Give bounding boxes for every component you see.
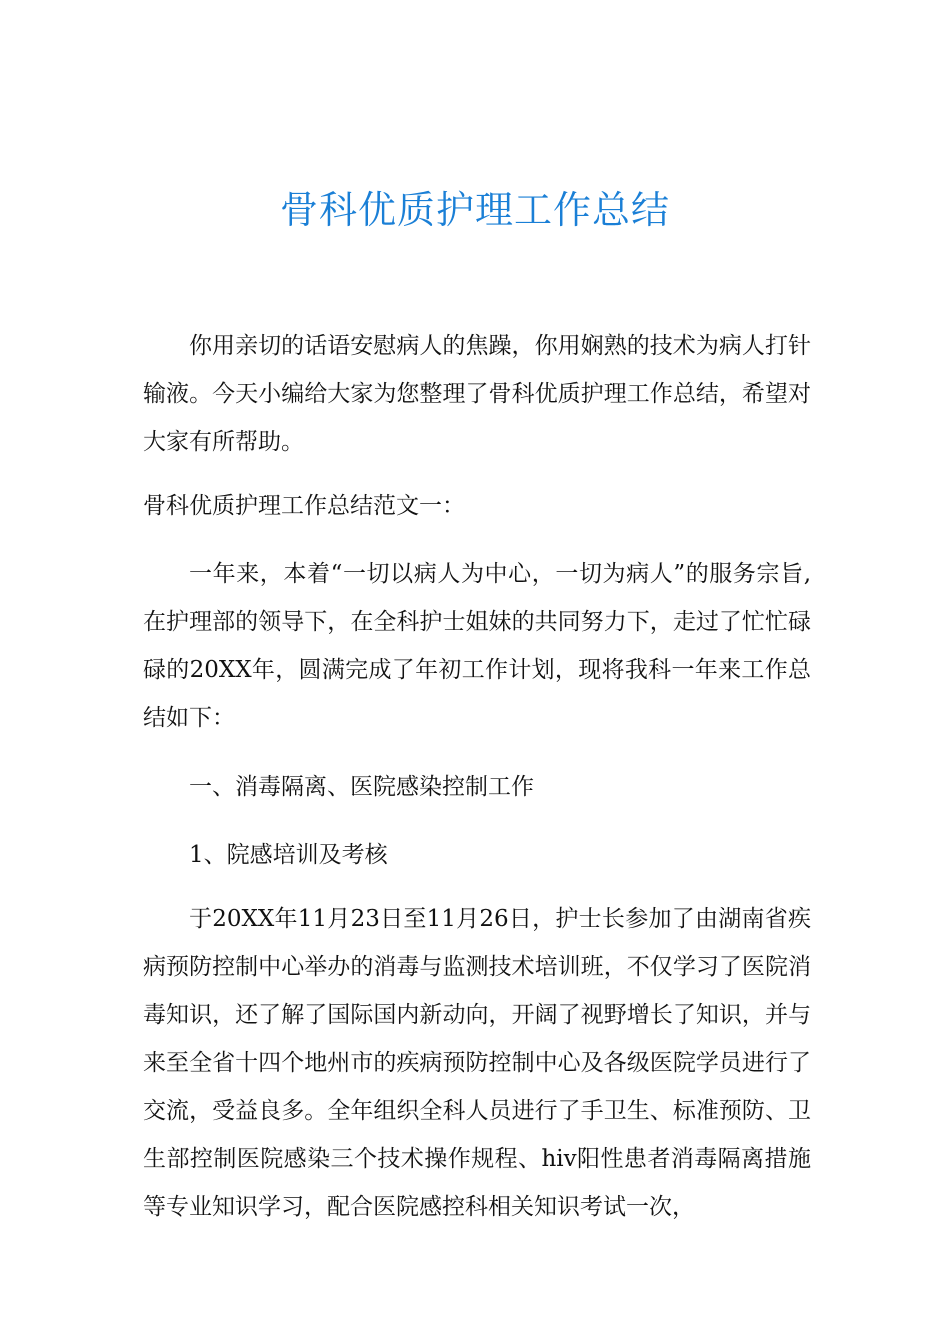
document-title: 骨科优质护理工作总结 <box>279 188 670 232</box>
paragraph-2: 于20XX年11月23日至11月26日，护士长参加了由湖南省疾病预防控制中心举办的消毒与监测技术培训班，不仅学习了医院消毒知识，还了解了国际国内新动向，开阔了视野增长了知识，并与来至全省十四个地州市的疾病预防控制中心及各级医院学员进行了交流，受益良多。全年组织全科人员进行了手卫生、标准预防、卫生部控制医院感染三个技术操作规程、hiv阳性患者消毒隔离措施等专业知识学习，配合医院感控科相关知识考试一次， <box>143 906 811 1220</box>
section-heading-1: 一、消毒隔离、医院感染控制工作 <box>189 774 534 800</box>
subsection-heading-1: 1、院感培训及考核 <box>189 842 388 868</box>
paragraph-1: 一年来，本着“一切以病人为中心，一切为病人”的服务宗旨,在护理部的领导下，在全科护士姐妹的共同努力下，走过了忙忙碌碌的20XX年，圆满完成了年初工作计划，现将我科一年来工作总结如下： <box>143 561 811 731</box>
sample-heading: 骨科优质护理工作总结范文一： <box>143 493 465 519</box>
intro-paragraph: 你用亲切的话语安慰病人的焦躁，你用娴熟的技术为病人打针输液。今天小编给大家为您整理了骨科优质护理工作总结，希望对大家有所帮助。 <box>143 333 811 455</box>
